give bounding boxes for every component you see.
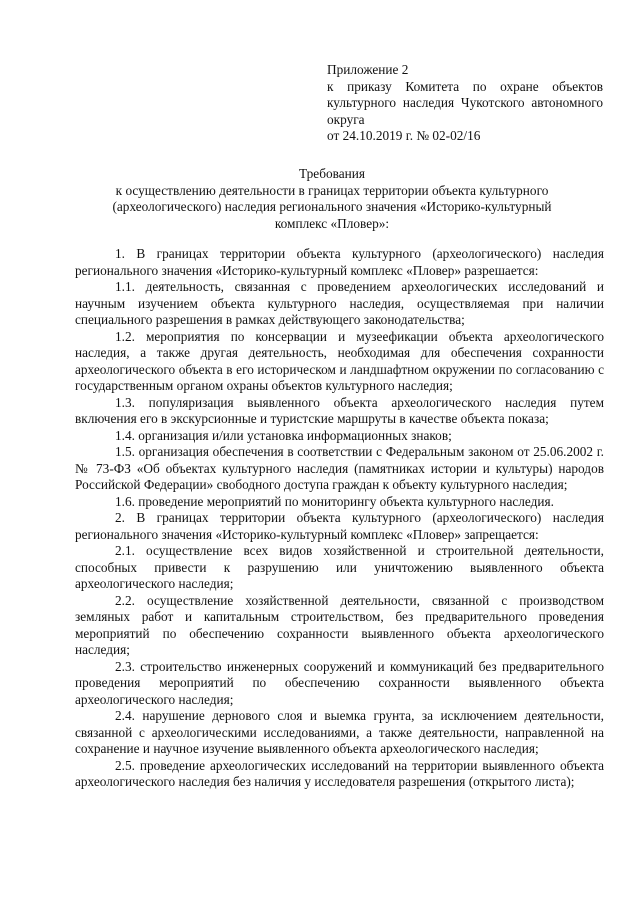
paragraph-1-5: 1.5. организация обеспечения в соответствии с Федеральным законом от 25.06.2002 г. № 73-ФЗ «Об объектах культурного наследия (памятниках истории и культуры) народов Российской Федерации» свободного доступа граждан к объекту культурного наследия; [75, 444, 604, 492]
paragraph-1-1: 1.1. деятельность, связанная с проведением археологических исследований и научным изучением объекта культурного наследия, осуществляемая при наличии специального разрешения в рамках действующего законодательства; [75, 279, 604, 327]
appendix-title: Приложение 2 [327, 62, 409, 77]
document-body [75, 246, 604, 791]
paragraph-2-1: 2.1. осуществление всех видов хозяйственной и строительной деятельности, способных привести к разрушению или уничтожению выявленного объекта археологического наследия; [75, 543, 604, 591]
appendix-block [327, 62, 603, 145]
appendix-committee-line: культурного наследия Чукотского автономного [327, 95, 603, 110]
paragraph-2-2: 2.2. осуществление хозяйственной деятельности, связанной с производством земляных работ и капитальным строительством, без предварительного проведения мероприятий по обеспечению сохранности выявленного объекта археологического наследия; [75, 592, 604, 657]
paragraph-1-3: 1.3. популяризация выявленного объекта археологического наследия путем включения его в экскурсионные и туристские маршруты в качестве объекта показа; [75, 394, 604, 426]
paragraph-1-6: 1.6. проведение мероприятий по мониторингу объекта культурного наследия. [115, 493, 554, 509]
paragraph-1: 1. В границах территории объекта культурного (археологического) наследия регионального значения «Историко-культурный комплекс «Пловер» разрешается: [75, 246, 604, 278]
paragraph-2-3: 2.3. строительство инженерных сооружений и коммуникаций без предварительного проведения мероприятий по обеспечению сохранности выявленного объекта археологического наследия; [75, 658, 604, 707]
paragraph-2: 2. В границах территории объекта культурного (археологического) наследия регионального значения «Историко-культурный комплекс «Пловер» запрещается: [75, 510, 604, 542]
appendix-region-line: округа [327, 111, 365, 127]
paragraph-2-5: 2.5. проведение археологических исследований на территории выявленного объекта археологического наследия без наличия у исследователя разрешения (открытого листа); [75, 757, 604, 789]
heading-line-3: комплекс «Пловер»: [274, 215, 390, 231]
paragraph-1-2: 1.2. мероприятия по консервации и музеефикации объекта археологического наследия, а также другая деятельность, необходимая для обеспечения сохранности археологического объекта в его историческом и ландшафтном окружении по согласованию с государственным органом охраны объектов культурного наследия; [75, 328, 604, 393]
appendix-date-line: от 24.10.2019 г. № 02-02/16 [327, 128, 481, 143]
paragraph-2-4: 2.4. нарушение дернового слоя и выемка грунта, за исключением деятельности, связанной с археологическими исследованиями, а также деятельности, направленной на сохранение и научное изучение выявленного объекта археологического наследия; [75, 708, 604, 756]
document-heading [60, 166, 604, 232]
heading-line-1: к осуществлению деятельности в границах территории объекта культурного [115, 182, 549, 198]
appendix-order-line: к приказу Комитета по охране объектов [327, 78, 603, 94]
paragraph-1-4: 1.4. организация и/или установка информационных знаков; [115, 427, 452, 443]
heading-line-2: (археологического) наследия регионального значения «Историко-культурный [112, 199, 552, 214]
heading-title: Требования [299, 166, 365, 181]
